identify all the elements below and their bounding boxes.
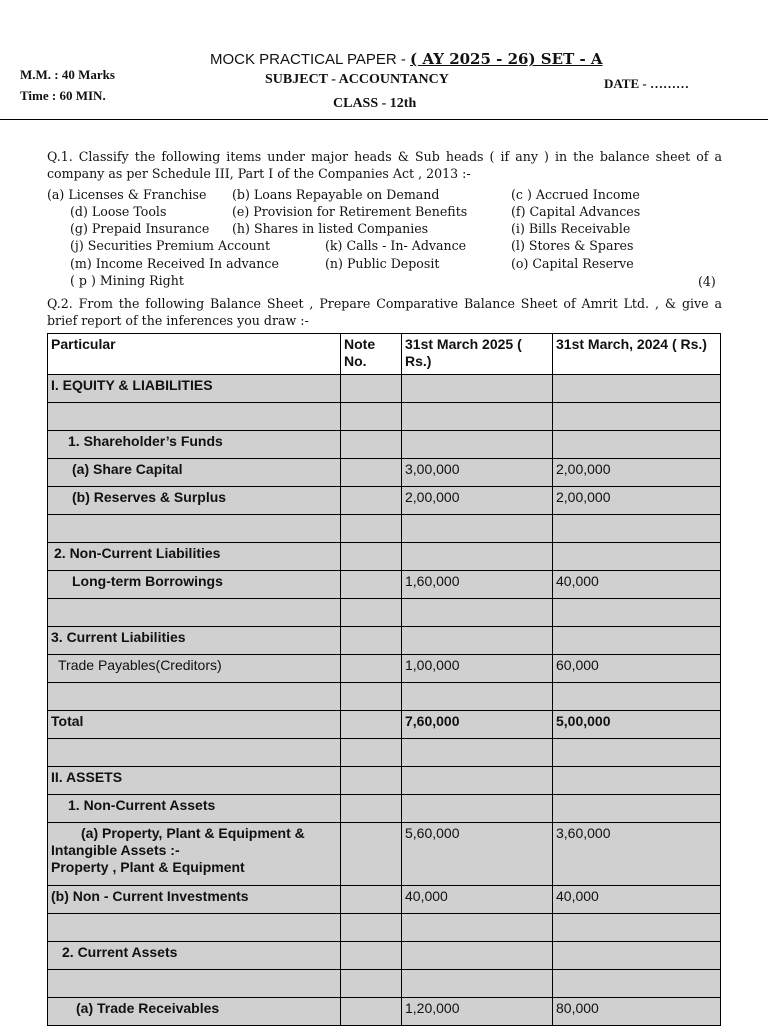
row-note	[341, 487, 402, 515]
row-label	[48, 914, 341, 942]
row-value-2025	[402, 375, 553, 403]
row-value-2024	[553, 515, 721, 543]
subject-line: SUBJECT - ACCOUNTANCY	[265, 72, 449, 87]
row-value-2024: 2,00,000	[553, 459, 721, 487]
header-2025: 31st March 2025 ( Rs.)	[402, 334, 553, 375]
q1-marks: (4)	[698, 274, 716, 289]
row-label-multiline	[48, 823, 341, 886]
row-label	[48, 515, 341, 543]
row-value-2024	[553, 942, 721, 970]
q1-item-c: (c ) Accrued Income	[511, 187, 640, 202]
row-value-2024: 60,000	[553, 655, 721, 683]
row-value-2025	[402, 627, 553, 655]
balance-sheet-table	[47, 333, 721, 1026]
table-row	[48, 571, 721, 599]
question-1-text: Q.1. Classify the following items under major heads & Sub heads ( if any ) in the balance sheet of a company as per Schedule III, Part I of the Companies Act , 2013 :-	[47, 149, 722, 181]
row-value-2025	[402, 431, 553, 459]
row-value-2025	[402, 739, 553, 767]
q1-item-n: (n) Public Deposit	[325, 256, 440, 271]
row-label: 2. Current Assets	[48, 942, 341, 970]
row-note	[341, 711, 402, 739]
table-row	[48, 403, 721, 431]
row-value-2025: 2,00,000	[402, 487, 553, 515]
table-row	[48, 998, 721, 1026]
table-row	[48, 459, 721, 487]
q1-item-j: (j) Securities Premium Account	[70, 238, 271, 253]
title-prefix: MOCK PRACTICAL PAPER -	[210, 51, 411, 68]
row-note	[341, 459, 402, 487]
row-label: Trade Payables(Creditors)	[48, 655, 341, 683]
row-note	[341, 599, 402, 627]
max-marks: M.M. : 40 Marks	[20, 67, 115, 82]
row-note	[341, 627, 402, 655]
row-value-2025	[402, 543, 553, 571]
row-label: (a) Share Capital	[48, 459, 341, 487]
header-2024: 31st March, 2024 ( Rs.)	[553, 334, 721, 375]
row-label: 1. Non-Current Assets	[48, 795, 341, 823]
row-note	[341, 970, 402, 998]
row-value-2024	[553, 767, 721, 795]
row-note	[341, 683, 402, 711]
row-note	[341, 431, 402, 459]
row-note	[341, 375, 402, 403]
row-value-2024	[553, 739, 721, 767]
row-value-2024	[553, 627, 721, 655]
table-row	[48, 739, 721, 767]
q1-item-h: (h) Shares in listed Companies	[232, 221, 429, 236]
row-label: 3. Current Liabilities	[48, 627, 341, 655]
row-value-2025	[402, 942, 553, 970]
row-value-2025: 40,000	[402, 886, 553, 914]
row-value-2024	[553, 431, 721, 459]
table-row-total	[48, 711, 721, 739]
row-value-2024	[553, 683, 721, 711]
row-label: (b) Non - Current Investments	[48, 886, 341, 914]
row-value-2025: 7,60,000	[402, 711, 553, 739]
row-label: I. EQUITY & LIABILITIES	[48, 375, 341, 403]
row-label	[48, 683, 341, 711]
q1-item-k: (k) Calls - In- Advance	[325, 238, 467, 253]
row-label-line-1: (a) Property, Plant & Equipment &	[81, 825, 305, 841]
row-value-2025	[402, 515, 553, 543]
row-note	[341, 914, 402, 942]
row-note	[341, 886, 402, 914]
row-note	[341, 571, 402, 599]
row-note	[341, 942, 402, 970]
row-label: II. ASSETS	[48, 767, 341, 795]
q1-item-l: (l) Stores & Spares	[511, 238, 634, 253]
row-value-2024	[553, 970, 721, 998]
row-value-2024	[553, 914, 721, 942]
row-value-2024: 40,000	[553, 571, 721, 599]
table-header-row	[48, 334, 721, 375]
paper-title	[210, 50, 603, 68]
row-label	[48, 970, 341, 998]
row-note	[341, 739, 402, 767]
row-value-2025	[402, 795, 553, 823]
row-value-2025: 5,60,000	[402, 823, 553, 886]
question-2-text: Q.2. From the following Balance Sheet , Prepare Comparative Balance Sheet of Amrit Ltd. , & give a brief report of the inferences you draw :-	[47, 296, 722, 328]
row-value-2025	[402, 914, 553, 942]
header-note-no: Note No.	[341, 334, 402, 375]
row-label: 2. Non-Current Liabilities	[48, 543, 341, 571]
q1-item-b: (b) Loans Repayable on Demand	[232, 187, 440, 202]
row-value-2024: 2,00,000	[553, 487, 721, 515]
row-label-line-2: Intangible Assets :-	[51, 842, 180, 858]
row-note	[341, 403, 402, 431]
q1-item-i: (i) Bills Receivable	[511, 221, 631, 236]
table-row	[48, 795, 721, 823]
row-value-2025	[402, 683, 553, 711]
row-label-line-3: Property , Plant & Equipment	[51, 859, 245, 875]
table-row	[48, 942, 721, 970]
row-value-2024: 5,00,000	[553, 711, 721, 739]
row-note	[341, 823, 402, 886]
table-row	[48, 627, 721, 655]
table-row	[48, 375, 721, 403]
row-value-2025: 1,60,000	[402, 571, 553, 599]
row-label	[48, 739, 341, 767]
table-row	[48, 970, 721, 998]
table-row	[48, 543, 721, 571]
time-allowed: Time : 60 MIN.	[20, 88, 106, 103]
row-value-2024	[553, 543, 721, 571]
row-label	[48, 403, 341, 431]
table-row	[48, 886, 721, 914]
row-value-2024: 80,000	[553, 998, 721, 1026]
q1-item-g: (g) Prepaid Insurance	[70, 221, 210, 236]
row-label: (b) Reserves & Surplus	[48, 487, 341, 515]
q1-item-m: (m) Income Received In advance	[70, 256, 279, 271]
table-row	[48, 823, 721, 886]
q1-item-a: (a) Licenses & Franchise	[47, 187, 207, 202]
q1-item-e: (e) Provision for Retirement Benefits	[232, 204, 468, 219]
row-label: Long-term Borrowings	[48, 571, 341, 599]
table-row	[48, 515, 721, 543]
header-particular: Particular	[48, 334, 341, 375]
q1-item-f: (f) Capital Advances	[511, 204, 641, 219]
row-value-2024	[553, 403, 721, 431]
row-value-2025	[402, 403, 553, 431]
row-note	[341, 767, 402, 795]
table-row	[48, 487, 721, 515]
row-value-2025: 1,00,000	[402, 655, 553, 683]
row-value-2025: 3,00,000	[402, 459, 553, 487]
header-divider	[0, 119, 768, 120]
table-row	[48, 914, 721, 942]
title-ay-set: ( AY 2025 - 26) SET - A	[410, 50, 603, 68]
row-value-2025	[402, 970, 553, 998]
q1-item-d: (d) Loose Tools	[70, 204, 167, 219]
q1-item-p: ( p ) Mining Right	[70, 273, 184, 288]
row-value-2024: 40,000	[553, 886, 721, 914]
row-value-2025: 1,20,000	[402, 998, 553, 1026]
table-row	[48, 683, 721, 711]
row-value-2025	[402, 767, 553, 795]
row-value-2024: 3,60,000	[553, 823, 721, 886]
q1-item-o: (o) Capital Reserve	[511, 256, 634, 271]
row-value-2024	[553, 599, 721, 627]
table-row	[48, 767, 721, 795]
row-label: 1. Shareholder’s Funds	[48, 431, 341, 459]
row-value-2024	[553, 795, 721, 823]
date-field: DATE - ………	[604, 76, 689, 91]
class-line: CLASS - 12th	[333, 96, 417, 111]
row-note	[341, 998, 402, 1026]
row-note	[341, 515, 402, 543]
row-label	[48, 599, 341, 627]
row-label: Total	[48, 711, 341, 739]
table-row	[48, 599, 721, 627]
row-value-2025	[402, 599, 553, 627]
table-row	[48, 431, 721, 459]
row-note	[341, 795, 402, 823]
row-value-2024	[553, 375, 721, 403]
table-row	[48, 655, 721, 683]
row-note	[341, 655, 402, 683]
row-label: (a) Trade Receivables	[48, 998, 341, 1026]
row-note	[341, 543, 402, 571]
